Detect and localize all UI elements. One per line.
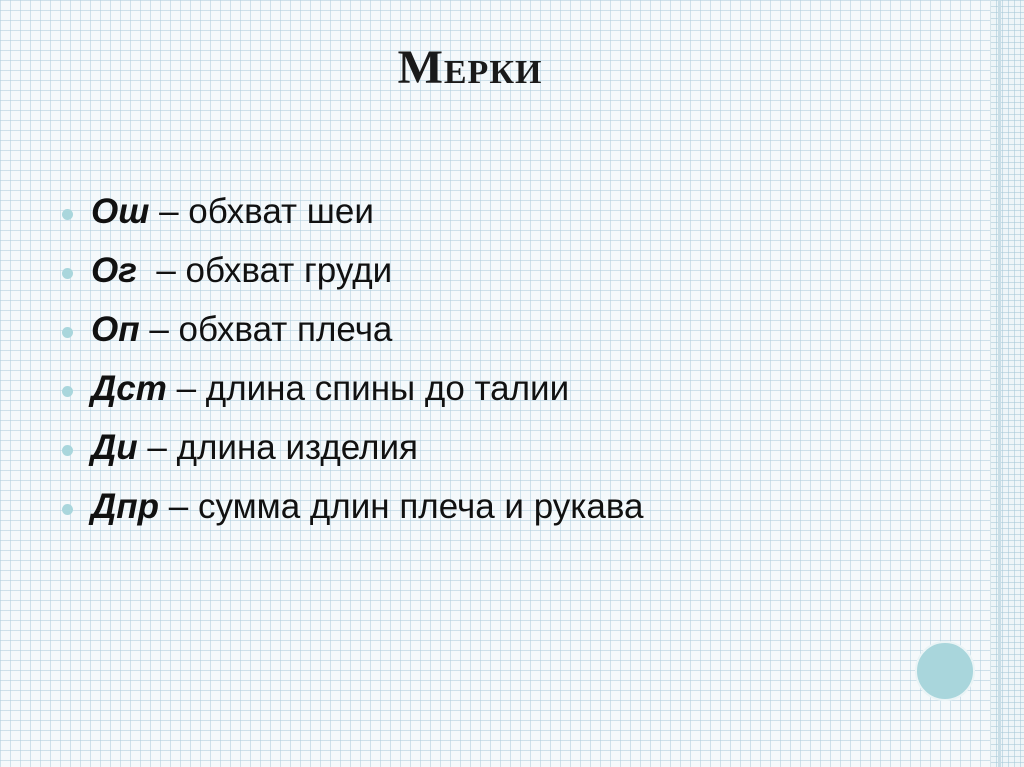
list-item — [62, 359, 644, 418]
term-abbreviation: Ош — [91, 191, 150, 231]
term-description: – обхват плеча — [139, 309, 393, 349]
list-item — [62, 477, 644, 536]
list-item — [62, 418, 644, 477]
bullet-icon — [62, 504, 73, 515]
term-abbreviation: Дст — [91, 368, 167, 408]
term-description: – обхват груди — [136, 250, 393, 290]
term-description: – сумма длин плеча и рукава — [159, 486, 644, 526]
bullet-icon — [62, 445, 73, 456]
decorative-side-stripe — [990, 0, 1024, 767]
term-abbreviation: Оп — [91, 309, 140, 349]
term-abbreviation: Дпр — [91, 486, 160, 526]
bullet-icon — [62, 327, 73, 338]
term-description: – длина изделия — [137, 427, 418, 467]
bullet-icon — [62, 386, 73, 397]
slide-title: Мерки — [397, 41, 543, 94]
term-abbreviation: Ди — [91, 427, 138, 467]
list-item — [62, 182, 644, 241]
bullet-icon — [62, 268, 73, 279]
list-item — [62, 241, 644, 300]
term-description: – обхват шеи — [149, 191, 374, 231]
measurement-list — [62, 182, 644, 536]
list-item — [62, 300, 644, 359]
bullet-icon — [62, 209, 73, 220]
term-abbreviation: Ог — [91, 250, 137, 290]
term-description: – длина спины до талии — [166, 368, 570, 408]
decorative-circle-icon — [915, 641, 975, 701]
